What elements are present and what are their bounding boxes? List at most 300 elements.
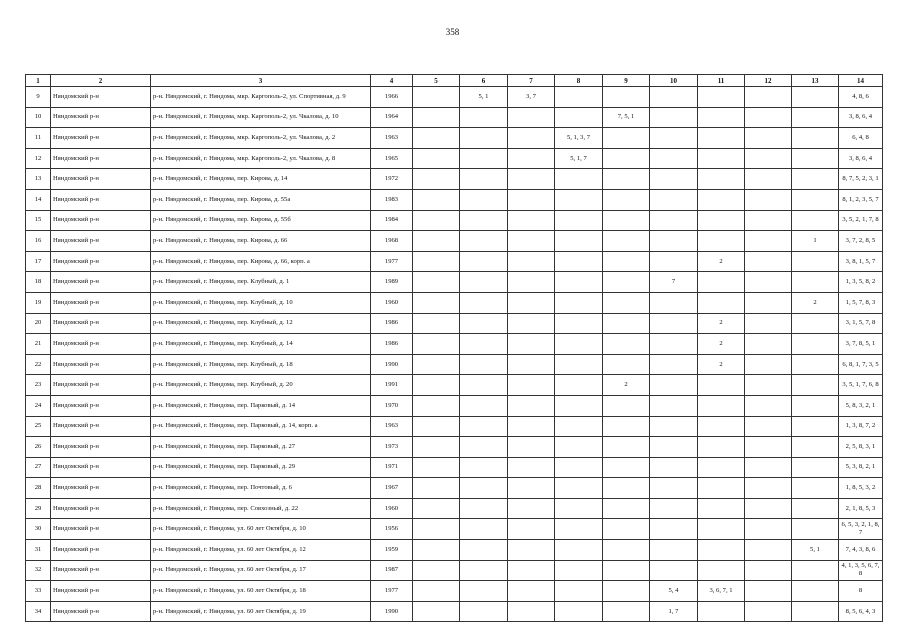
table-cell: Няндомский р-н (51, 87, 151, 108)
table-cell: 23 (26, 375, 51, 396)
table-cell (555, 498, 603, 519)
table-cell (555, 354, 603, 375)
table-cell (698, 395, 745, 416)
data-table (25, 74, 883, 622)
table-cell: 3, 5, 2, 1, 7, 8 (839, 210, 883, 231)
table-cell: 1, 3, 5, 8, 2 (839, 272, 883, 293)
table-cell (508, 457, 555, 478)
table-cell: 1, 5, 7, 8, 3 (839, 292, 883, 313)
table-cell: 1956 (371, 519, 413, 540)
table-cell: 6, 5, 3, 2, 1, 8, 7 (839, 519, 883, 540)
table-cell: Няндомский р-н (51, 581, 151, 602)
table-row (26, 437, 883, 458)
table-cell: 30 (26, 519, 51, 540)
table-cell (698, 601, 745, 622)
table-cell: р-н. Няндомский, г. Няндома, пер. Клубный, д. 1 (151, 272, 371, 293)
table-cell: р-н. Няндомский, г. Няндома, ул. 60 лет Октября, д. 18 (151, 581, 371, 602)
table-cell (603, 210, 650, 231)
table-cell (650, 395, 698, 416)
table-cell: р-н. Няндомский, г. Няндома, ул. 60 лет Октября, д. 19 (151, 601, 371, 622)
table-cell: 17 (26, 251, 51, 272)
table-cell: 2 (698, 251, 745, 272)
table-cell (698, 375, 745, 396)
table-row (26, 210, 883, 231)
table-cell (460, 416, 508, 437)
table-cell: р-н. Няндомский, г. Няндома, мкр. Каргополь-2, ул. Чкалова, д. 2 (151, 128, 371, 149)
table-cell: Няндомский р-н (51, 601, 151, 622)
table-cell (792, 560, 839, 581)
table-cell (413, 210, 460, 231)
table-cell: 2, 1, 8, 5, 3 (839, 498, 883, 519)
table-cell: Няндомский р-н (51, 210, 151, 231)
table-row (26, 251, 883, 272)
table-cell: Няндомский р-н (51, 169, 151, 190)
table-row (26, 292, 883, 313)
column-header: 12 (745, 75, 792, 87)
table-cell (745, 416, 792, 437)
table-row (26, 231, 883, 252)
table-row (26, 560, 883, 581)
table-cell (413, 189, 460, 210)
table-cell (792, 169, 839, 190)
table-cell: 1960 (371, 498, 413, 519)
table-cell (413, 581, 460, 602)
table-cell (698, 210, 745, 231)
table-cell (698, 457, 745, 478)
table-cell (413, 457, 460, 478)
table-cell: 8, 5, 6, 4, 3 (839, 601, 883, 622)
table-cell (650, 87, 698, 108)
table-cell (603, 292, 650, 313)
table-cell (413, 601, 460, 622)
page-number: 358 (445, 27, 460, 37)
table-cell (698, 416, 745, 437)
table-cell: 8, 7, 5, 2, 3, 1 (839, 169, 883, 190)
table-cell (460, 354, 508, 375)
table-cell: 2 (603, 375, 650, 396)
table-cell: Няндомский р-н (51, 272, 151, 293)
table-cell (745, 478, 792, 499)
table-cell (745, 581, 792, 602)
table-cell (650, 128, 698, 149)
table-cell (650, 457, 698, 478)
table-body (26, 87, 883, 622)
table-row (26, 478, 883, 499)
table-cell (413, 519, 460, 540)
table-cell (508, 128, 555, 149)
table-cell (460, 189, 508, 210)
table-cell: Няндомский р-н (51, 251, 151, 272)
table-cell (508, 210, 555, 231)
table-cell (745, 107, 792, 128)
column-header: 11 (698, 75, 745, 87)
table-cell (792, 189, 839, 210)
table-cell (460, 519, 508, 540)
table-cell (555, 581, 603, 602)
table-cell (508, 272, 555, 293)
table-cell (508, 395, 555, 416)
table-row (26, 395, 883, 416)
table-cell (650, 334, 698, 355)
table-cell: 1968 (371, 231, 413, 252)
table-row (26, 107, 883, 128)
table-cell (508, 601, 555, 622)
table-cell: р-н. Няндомский, г. Няндома, мкр. Каргополь-2, ул. Спортивная, д. 9 (151, 87, 371, 108)
table-cell (413, 169, 460, 190)
table-cell: 21 (26, 334, 51, 355)
table-cell (413, 148, 460, 169)
table-cell (555, 210, 603, 231)
table-cell: 1983 (371, 189, 413, 210)
table-cell (460, 395, 508, 416)
table-row (26, 457, 883, 478)
table-cell: р-н. Няндомский, г. Няндома, пер. Кирова, д. 14 (151, 169, 371, 190)
table-cell (792, 210, 839, 231)
table-cell: р-н. Няндомский, г. Няндома, пер. Клубный, д. 14 (151, 334, 371, 355)
table-cell: Няндомский р-н (51, 416, 151, 437)
table-cell (792, 478, 839, 499)
table-cell: 2 (792, 292, 839, 313)
table-cell: 1986 (371, 313, 413, 334)
table-cell (460, 210, 508, 231)
table-cell: 27 (26, 457, 51, 478)
table-cell (555, 519, 603, 540)
table-row (26, 416, 883, 437)
table-cell: 1991 (371, 375, 413, 396)
table-cell (460, 457, 508, 478)
table-cell: 4, 1, 3, 5, 6, 7, 8 (839, 560, 883, 581)
table-cell: р-н. Няндомский, г. Няндома, пер. Парковый, д. 14, корп. а (151, 416, 371, 437)
table-cell (745, 169, 792, 190)
column-header: 7 (508, 75, 555, 87)
table-cell (460, 292, 508, 313)
table-cell: 1970 (371, 395, 413, 416)
table-cell (603, 334, 650, 355)
table-cell: 3, 5, 1, 7, 6, 8 (839, 375, 883, 396)
table-cell (745, 395, 792, 416)
table-cell (698, 437, 745, 458)
table-cell (413, 478, 460, 499)
table-cell (460, 540, 508, 561)
table-cell (460, 498, 508, 519)
table-cell (792, 395, 839, 416)
table-cell: 2 (698, 334, 745, 355)
table-cell: 25 (26, 416, 51, 437)
table-cell (460, 601, 508, 622)
table-cell (698, 169, 745, 190)
table-cell (603, 87, 650, 108)
table-cell: р-н. Няндомский, г. Няндома, пер. Парковый, д. 29 (151, 457, 371, 478)
table-cell (603, 581, 650, 602)
table-cell: 1 (792, 231, 839, 252)
table-cell (508, 437, 555, 458)
table-cell (603, 251, 650, 272)
column-header: 1 (26, 75, 51, 87)
table-cell: 2 (698, 354, 745, 375)
table-cell (460, 169, 508, 190)
table-cell: Няндомский р-н (51, 457, 151, 478)
table-cell: 11 (26, 128, 51, 149)
table-cell (745, 292, 792, 313)
table-cell (460, 437, 508, 458)
table-cell (555, 313, 603, 334)
table-cell (555, 437, 603, 458)
table-cell: 7, 5, 1 (603, 107, 650, 128)
table-cell (745, 334, 792, 355)
table-cell (603, 189, 650, 210)
table-cell (460, 128, 508, 149)
table-cell (603, 540, 650, 561)
table-cell: Няндомский р-н (51, 498, 151, 519)
table-row (26, 189, 883, 210)
table-cell: 15 (26, 210, 51, 231)
table-cell (555, 272, 603, 293)
table-cell (792, 498, 839, 519)
table-cell: р-н. Няндомский, г. Няндома, пер. Парковый, д. 14 (151, 395, 371, 416)
table-cell (792, 375, 839, 396)
table-cell (508, 519, 555, 540)
table-cell (603, 148, 650, 169)
table-cell (745, 354, 792, 375)
table-cell: р-н. Няндомский, г. Няндома, пер. Клубный, д. 20 (151, 375, 371, 396)
table-cell (745, 128, 792, 149)
table-cell: Няндомский р-н (51, 189, 151, 210)
table-cell (650, 251, 698, 272)
table-cell: 19 (26, 292, 51, 313)
table-cell: 7, 4, 3, 8, 6 (839, 540, 883, 561)
table-cell (555, 189, 603, 210)
table-cell (508, 251, 555, 272)
table-cell: р-н. Няндомский, г. Няндома, пер. Кирова, д. 66 (151, 231, 371, 252)
table-cell: 3, 7 (508, 87, 555, 108)
table-cell: Няндомский р-н (51, 375, 151, 396)
column-header: 10 (650, 75, 698, 87)
table-cell (698, 87, 745, 108)
table-cell (698, 128, 745, 149)
table-cell (650, 437, 698, 458)
table-cell (792, 601, 839, 622)
table-cell (555, 478, 603, 499)
table-cell: 22 (26, 354, 51, 375)
table-cell (413, 128, 460, 149)
table-cell (698, 189, 745, 210)
table-cell (460, 107, 508, 128)
table-cell: 4, 8, 6 (839, 87, 883, 108)
table-cell: 8 (839, 581, 883, 602)
table-cell (792, 148, 839, 169)
table-row (26, 601, 883, 622)
table-cell (792, 107, 839, 128)
table-cell (508, 107, 555, 128)
table-cell (555, 457, 603, 478)
table-cell: Няндомский р-н (51, 519, 151, 540)
table-cell: 3, 6, 7, 1 (698, 581, 745, 602)
table-cell: 28 (26, 478, 51, 499)
table-cell (792, 354, 839, 375)
table-cell (745, 272, 792, 293)
table-cell (650, 540, 698, 561)
table-cell (555, 416, 603, 437)
table-cell (650, 292, 698, 313)
table-cell: 16 (26, 231, 51, 252)
header-row (26, 75, 883, 87)
table-cell: 14 (26, 189, 51, 210)
table-cell: р-н. Няндомский, г. Няндома, мкр. Каргополь-2, ул. Чкалова, д. 10 (151, 107, 371, 128)
table-cell (792, 437, 839, 458)
table-cell (413, 272, 460, 293)
table-cell (508, 292, 555, 313)
table-cell (413, 498, 460, 519)
table-cell: Няндомский р-н (51, 313, 151, 334)
column-header: 8 (555, 75, 603, 87)
table-cell: 1963 (371, 416, 413, 437)
table-cell: р-н. Няндомский, г. Няндома, пер. Почтовый, д. 6 (151, 478, 371, 499)
table-cell: р-н. Няндомский, г. Няндома, пер. Кирова, д. 66, корп. а (151, 251, 371, 272)
table-cell (508, 231, 555, 252)
table-cell (650, 169, 698, 190)
table-cell (508, 169, 555, 190)
table-cell (698, 560, 745, 581)
table-cell: 5, 3, 8, 2, 1 (839, 457, 883, 478)
table-cell (555, 601, 603, 622)
table-cell (650, 498, 698, 519)
table-cell (555, 251, 603, 272)
table-cell: 1990 (371, 601, 413, 622)
table-cell (745, 601, 792, 622)
table-cell (603, 498, 650, 519)
table-row (26, 375, 883, 396)
table-cell (603, 272, 650, 293)
table-cell: р-н. Няндомский, г. Няндома, мкр. Каргополь-2, ул. Чкалова, д. 8 (151, 148, 371, 169)
table-cell (792, 87, 839, 108)
table-cell: 2, 5, 8, 3, 1 (839, 437, 883, 458)
table-cell (508, 189, 555, 210)
table-cell (555, 107, 603, 128)
column-header: 4 (371, 75, 413, 87)
table-cell (413, 107, 460, 128)
table-cell: 29 (26, 498, 51, 519)
table-cell: 1, 8, 5, 3, 2 (839, 478, 883, 499)
table-cell: 5, 1 (792, 540, 839, 561)
table-cell (698, 148, 745, 169)
table-cell (603, 601, 650, 622)
table-cell (745, 313, 792, 334)
table-cell: 1965 (371, 148, 413, 169)
table-cell: 33 (26, 581, 51, 602)
table-cell (745, 519, 792, 540)
table-cell (650, 560, 698, 581)
table-cell (508, 498, 555, 519)
column-header: 13 (792, 75, 839, 87)
table-cell: 1986 (371, 334, 413, 355)
table-cell: 12 (26, 148, 51, 169)
table-cell (745, 560, 792, 581)
table-cell: 3, 1, 5, 7, 8 (839, 313, 883, 334)
table-row (26, 169, 883, 190)
table-cell: 3, 8, 6, 4 (839, 148, 883, 169)
table-cell (745, 210, 792, 231)
table-cell: Няндомский р-н (51, 395, 151, 416)
table-cell (413, 231, 460, 252)
table-cell: 8, 1, 2, 3, 5, 7 (839, 189, 883, 210)
table-cell: 1959 (371, 540, 413, 561)
table-cell (698, 231, 745, 252)
table-cell: Няндомский р-н (51, 560, 151, 581)
table-cell (650, 478, 698, 499)
table-cell: р-н. Няндомский, г. Няндома, пер. Совхозный, д. 22 (151, 498, 371, 519)
table-cell: р-н. Няндомский, г. Няндома, пер. Парковый, д. 27 (151, 437, 371, 458)
table-cell: 1984 (371, 210, 413, 231)
table-cell: 9 (26, 87, 51, 108)
table-row (26, 334, 883, 355)
table-cell: 1963 (371, 128, 413, 149)
table-cell: р-н. Няндомский, г. Няндома, пер. Кирова, д. 55а (151, 189, 371, 210)
table-cell: 6, 4, 8 (839, 128, 883, 149)
table-cell (460, 581, 508, 602)
table-cell (555, 292, 603, 313)
table-cell (650, 210, 698, 231)
table-cell (555, 375, 603, 396)
table-cell (460, 251, 508, 272)
table-cell: 10 (26, 107, 51, 128)
table-cell: 1977 (371, 581, 413, 602)
table-cell (650, 354, 698, 375)
table-cell (792, 416, 839, 437)
table-row (26, 519, 883, 540)
table-cell (460, 231, 508, 252)
table-row (26, 87, 883, 108)
table-cell: 1966 (371, 87, 413, 108)
table-cell (555, 169, 603, 190)
table-cell (460, 478, 508, 499)
table-cell: 1964 (371, 107, 413, 128)
table-cell (413, 416, 460, 437)
column-header: 14 (839, 75, 883, 87)
table-cell (603, 395, 650, 416)
table-cell (603, 313, 650, 334)
table-cell (745, 148, 792, 169)
table-cell (650, 189, 698, 210)
table-cell (413, 395, 460, 416)
table-cell (460, 272, 508, 293)
table-cell: 1989 (371, 272, 413, 293)
table-cell: 5, 1 (460, 87, 508, 108)
table-cell: 1960 (371, 292, 413, 313)
table-cell (650, 375, 698, 396)
table-cell: 1987 (371, 560, 413, 581)
table-cell: Няндомский р-н (51, 354, 151, 375)
table-cell (603, 519, 650, 540)
table-cell (745, 231, 792, 252)
table-cell: 3, 8, 1, 5, 7 (839, 251, 883, 272)
table-cell (792, 251, 839, 272)
table-cell (460, 148, 508, 169)
table-cell (792, 313, 839, 334)
table-cell: 1977 (371, 251, 413, 272)
table-cell: р-н. Няндомский, г. Няндома, пер. Клубный, д. 12 (151, 313, 371, 334)
table-cell (792, 581, 839, 602)
table-cell (792, 519, 839, 540)
table-cell: 1, 7 (650, 601, 698, 622)
table-cell (555, 87, 603, 108)
table-cell (698, 540, 745, 561)
table-cell (698, 478, 745, 499)
table-cell (508, 334, 555, 355)
table-cell: Няндомский р-н (51, 128, 151, 149)
table-cell (460, 375, 508, 396)
table-cell (603, 231, 650, 252)
table-row (26, 313, 883, 334)
